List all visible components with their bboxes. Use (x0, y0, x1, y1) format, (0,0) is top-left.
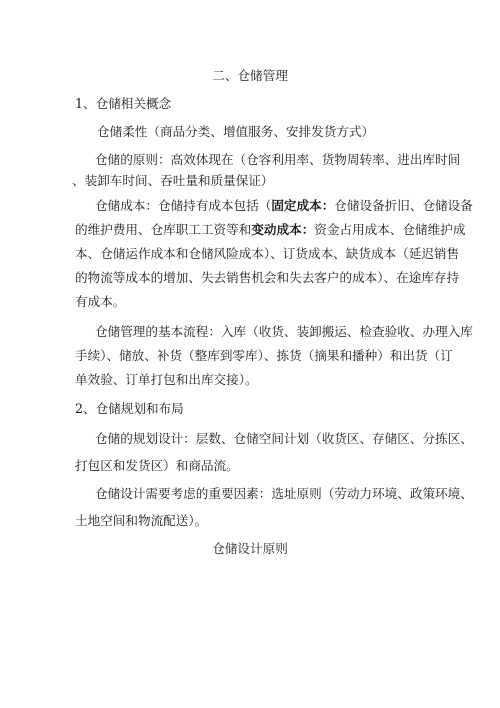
paragraph-planning-line2: 打包区和发货区）和商品流。 (75, 458, 239, 473)
paragraph-design-line2: 土地空间和物流配送）。 (75, 513, 208, 528)
paragraph-planning-line1: 仓储的规划设计：层数、仓储空间计划（收货区、存储区、分拣区、 (95, 431, 473, 446)
paragraph-principle-line2: 、装卸车时间、吞吐量和质量保证） (72, 173, 274, 188)
paragraph-cost-line3: 本、仓储运作成本和仓储风险成本）、订货成本、缺货成本（延迟销售 (75, 246, 460, 261)
variable-cost-text: 资金占用成本、仓储维护成 (314, 222, 466, 237)
fixed-cost-label: 固定成本： (271, 198, 335, 213)
paragraph-flexibility: 仓储柔性（商品分类、增值服务、安排发货方式） (97, 124, 375, 139)
document-title: 二、仓储管理 (212, 68, 288, 83)
paragraph-design-line1: 仓储设计需要考虑的重要因素：选址原则（劳动力环境、政策环境、 (95, 486, 473, 501)
paragraph-process-line1: 仓储管理的基本流程：入库（收货、装卸搬运、检查验收、办理入库 (95, 324, 473, 339)
paragraph-process-line2: 手续）、储放、补货（整库到零库）、拣货（摘果和播种）和出货（订 (75, 348, 453, 363)
paragraph-cost-line5: 有成本。 (75, 294, 126, 309)
maintenance-text: 的维护费用、仓库职工工资等和 (75, 222, 252, 237)
paragraph-principle-line1: 仓储的原则：高效体现在（仓容利用率、货物周转率、进出库时间 (95, 152, 461, 167)
variable-cost-label: 变动成本： (251, 222, 315, 237)
section-heading-concepts: 1、仓储相关概念 (75, 96, 172, 111)
paragraph-cost-line1 (95, 198, 473, 214)
paragraph-cost-line4: 的物流等成本的增加、失去销售机会和失去客户的成本）、在途库存持 (75, 270, 460, 285)
paragraph-process-line3: 单效验、订单打包和出库交接）。 (75, 372, 258, 387)
section-heading-planning: 2、仓储规划和布局 (75, 401, 184, 416)
subtitle-design-principles: 仓储设计原则 (212, 541, 288, 556)
paragraph-cost-line2 (75, 222, 466, 238)
cost-intro-text: 仓储成本：仓储持有成本包括（ (95, 198, 272, 213)
fixed-cost-text: 仓储设备折旧、仓储设备 (334, 198, 473, 213)
